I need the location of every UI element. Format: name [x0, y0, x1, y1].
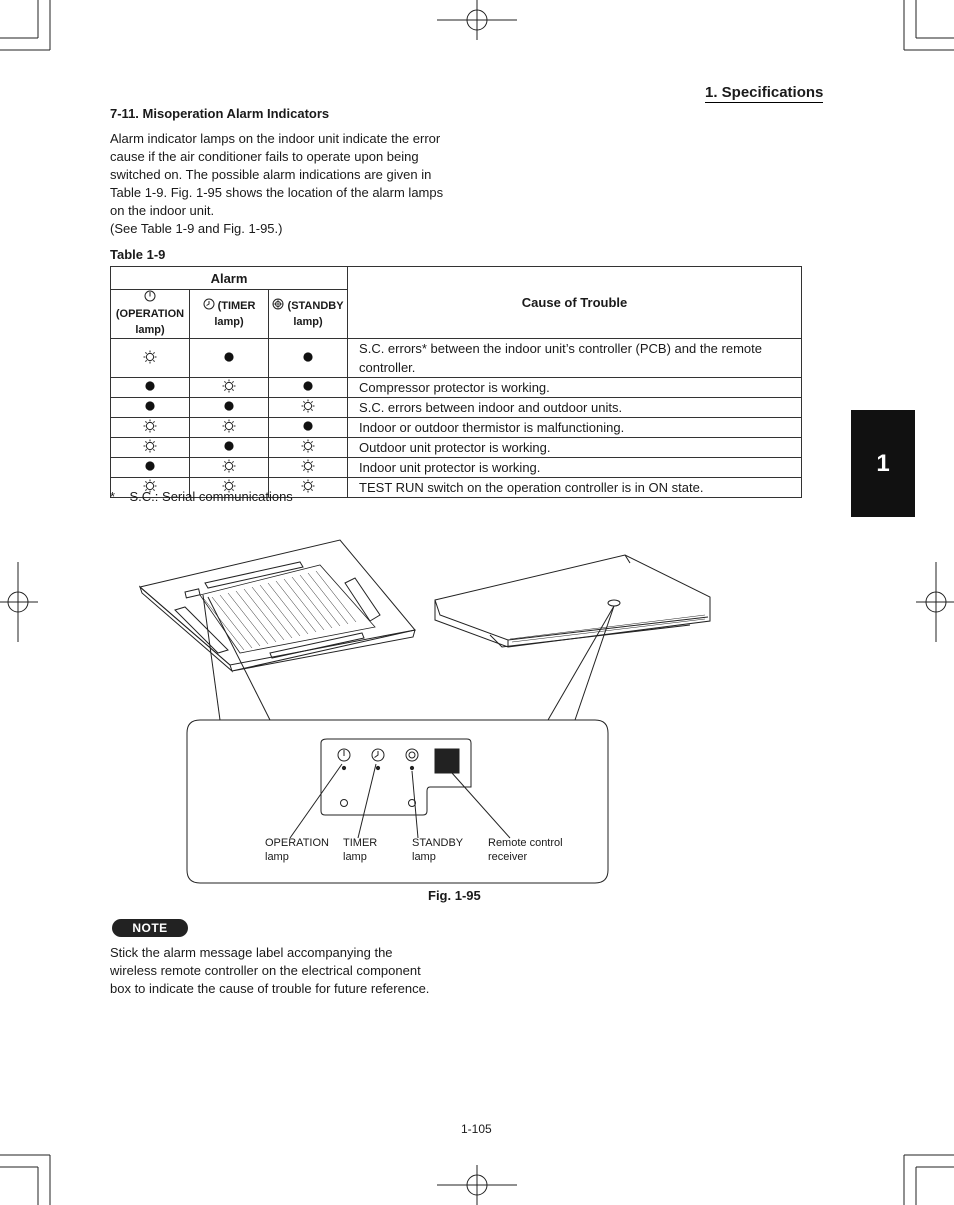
table-row: [111, 458, 802, 478]
lamp-label: (TIMER: [217, 300, 256, 312]
intro-line: switched on. The possible alarm indications are given in: [110, 167, 432, 182]
lamp-on-icon: [269, 339, 348, 378]
chapter-tab: 1: [851, 410, 915, 517]
table-row: [111, 438, 802, 458]
note-line: Stick the alarm message label accompanying the: [110, 945, 393, 960]
alarm-table: [110, 266, 802, 498]
note-text: [110, 944, 470, 998]
standby-lamp-header: [269, 290, 348, 339]
intro-line: Table 1-9. Fig. 1-95 shows the location of the alarm lamps: [110, 185, 444, 200]
cause-cell: TEST RUN switch on the operation controller is in ON state.: [348, 478, 802, 498]
label-line: lamp: [343, 851, 367, 863]
remote-receiver-label: [488, 836, 563, 864]
timer-lamp-label: [343, 836, 377, 864]
label-line: STANDBY: [412, 837, 464, 849]
table-label: Table 1-9: [110, 247, 166, 262]
label-line: lamp: [412, 851, 436, 863]
lamp-on-icon: [269, 378, 348, 398]
lamp-blinking-icon: [190, 458, 269, 478]
lamp-on-icon: [269, 418, 348, 438]
operation-icon: [144, 290, 156, 302]
cause-cell: Outdoor unit protector is working.: [348, 438, 802, 458]
intro-line: on the indoor unit.: [110, 203, 215, 218]
table-row: [111, 398, 802, 418]
footnote-text: S.C.: Serial communications: [129, 489, 293, 504]
footnote: [110, 489, 293, 504]
timer-lamp-header: [190, 290, 269, 339]
intro-line: Alarm indicator lamps on the indoor unit indicate the error: [110, 131, 441, 146]
lamp-on-icon: [190, 438, 269, 458]
note-line: box to indicate the cause of trouble for future reference.: [110, 981, 430, 996]
standby-icon: [272, 298, 284, 310]
ceiling-unit-drawing: [435, 555, 710, 647]
label-line: receiver: [488, 851, 528, 863]
lamp-blinking-icon: [190, 418, 269, 438]
lamp-blinking-icon: [111, 418, 190, 438]
operation-lamp-label: [265, 836, 329, 864]
footnote-mark: *: [110, 489, 116, 504]
table-row: [111, 418, 802, 438]
cause-header: Cause of Trouble: [348, 267, 802, 339]
lamp-blinking-icon: [190, 378, 269, 398]
timer-icon: [203, 298, 215, 310]
cause-cell: S.C. errors* between the indoor unit’s controller (PCB) and the remote controller.: [348, 339, 802, 378]
intro-paragraph: [110, 130, 490, 238]
label-line: OPERATION: [265, 837, 329, 849]
table-row: [111, 339, 802, 378]
lamp-label: (OPERATION: [115, 308, 185, 320]
cause-cell: Compressor protector is working.: [348, 378, 802, 398]
note-badge: NOTE: [112, 919, 188, 937]
alarm-header: Alarm: [111, 267, 348, 290]
lamp-on-icon: [111, 398, 190, 418]
label-line: lamp: [265, 851, 289, 863]
standby-lamp-label: [412, 836, 463, 864]
operation-lamp-header: [111, 290, 190, 339]
cause-cell: Indoor unit protector is working.: [348, 458, 802, 478]
lamp-label: lamp): [214, 316, 244, 328]
lamp-label: lamp): [293, 316, 323, 328]
alarm-table-body: [111, 339, 802, 498]
table-row: [111, 378, 802, 398]
cause-cell: Indoor or outdoor thermistor is malfunctioning.: [348, 418, 802, 438]
lamp-blinking-icon: [269, 438, 348, 458]
lamp-blinking-icon: [269, 458, 348, 478]
lamp-blinking-icon: [269, 398, 348, 418]
lamp-blinking-icon: [111, 438, 190, 458]
intro-line: cause if the air conditioner fails to operate upon being: [110, 149, 419, 164]
lamp-on-icon: [190, 339, 269, 378]
lamp-label: lamp): [135, 324, 165, 336]
label-line: TIMER: [343, 837, 378, 849]
intro-line: (See Table 1-9 and Fig. 1-95.): [110, 221, 283, 236]
note-line: wireless remote controller on the electrical component: [110, 963, 421, 978]
lamp-label: (STANDBY: [287, 300, 344, 312]
label-line: Remote control: [488, 837, 563, 849]
lamp-on-icon: [111, 378, 190, 398]
lamp-on-icon: [111, 458, 190, 478]
section-title: 7-11. Misoperation Alarm Indicators: [110, 106, 330, 121]
cassette-unit-drawing: [140, 540, 415, 671]
cause-cell: S.C. errors between indoor and outdoor units.: [348, 398, 802, 418]
figure-caption: Fig. 1-95: [428, 888, 481, 903]
lamp-blinking-icon: [111, 339, 190, 378]
lamp-on-icon: [190, 398, 269, 418]
section-header: 1. Specifications: [705, 84, 824, 101]
page-number: 1-105: [461, 1122, 492, 1136]
